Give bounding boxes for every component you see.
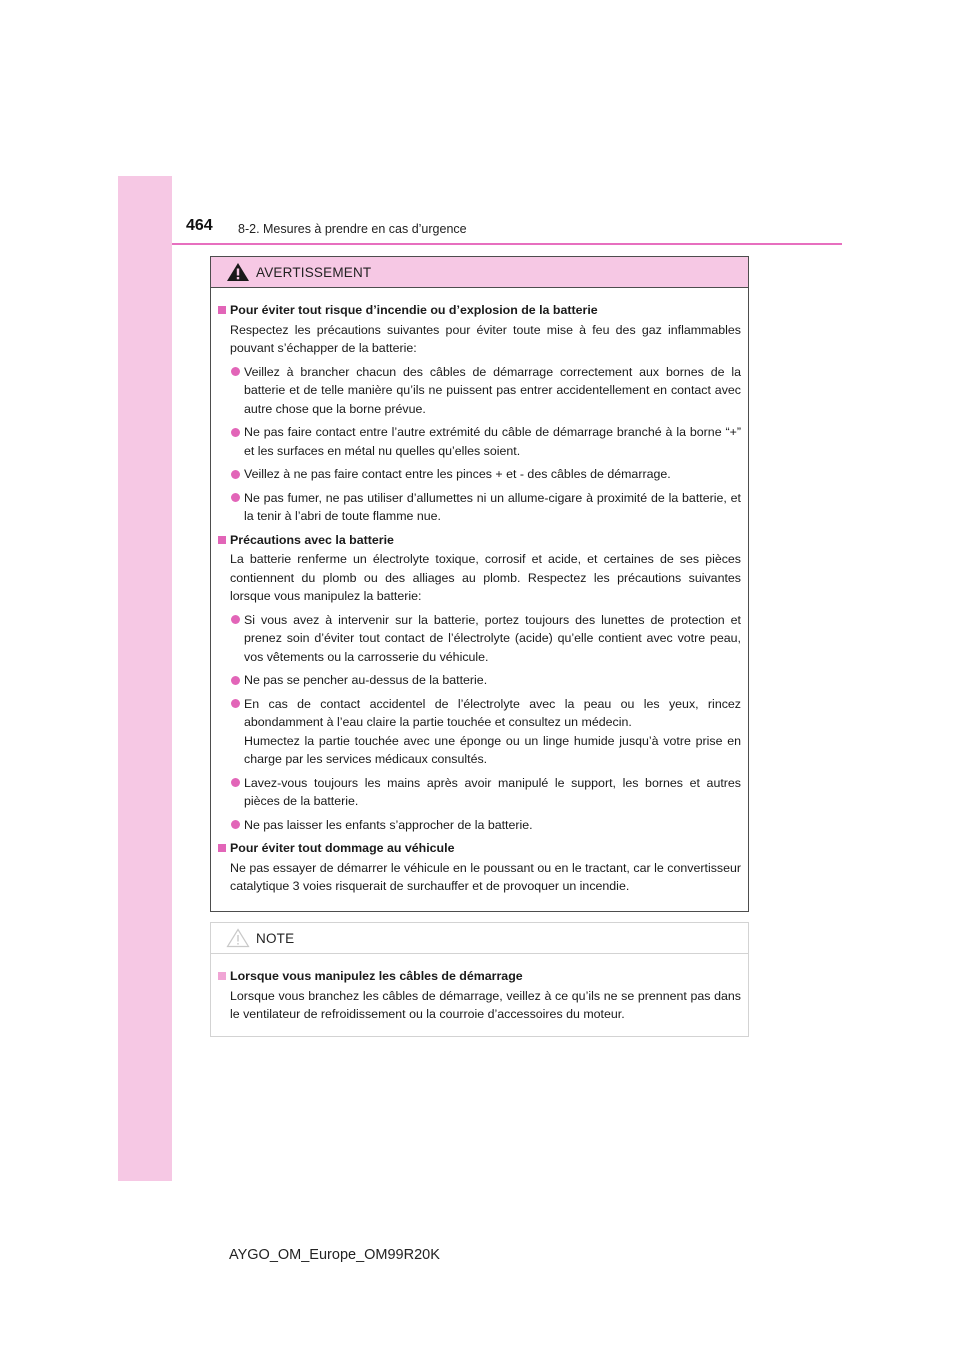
list-item: Lavez-vous toujours les mains après avoir manipulé le support, les bornes et autres pièces de la batterie. [218,774,741,811]
warning-header [211,257,748,288]
section-heading: Pour éviter tout dommage au véhicule [218,839,741,858]
square-bullet-icon [218,844,226,852]
bullet-dot-icon [231,615,240,624]
section-intro: Ne pas essayer de démarrer le véhicule en le poussant ou en le tractant, car le convertisseur catalytique 3 voies risquerait de surchauffer et de provoquer un incendie. [230,860,741,893]
warning-triangle-icon [226,262,250,282]
section-intro: Respectez les précautions suivantes pour éviter toute mise à feu des gaz inflammables pouvant s’échapper de la batterie: [230,322,741,355]
section-heading: Précautions avec la batterie [218,531,741,550]
footer-code: AYGO_OM_Europe_OM99R20K [229,1247,440,1263]
square-bullet-icon [218,306,226,314]
note-box [210,922,749,1037]
note-label: NOTE [256,930,295,946]
header-rule [172,243,842,245]
bullet-dot-icon [231,699,240,708]
note-header [211,923,748,954]
list-item: Ne pas fumer, ne pas utiliser d’allumettes ni un allume-cigare à proximité de la batterie, et la tenir à l’abri de toute flamme nue. [218,489,741,526]
bullet-dot-icon [231,367,240,376]
list-item: Ne pas faire contact entre l’autre extrémité du câble de démarrage branché à la borne “+” et les surfaces en métal nu quelles qu’elles soient. [218,423,741,460]
list-item: En cas de contact accidentel de l’électrolyte avec la peau ou les yeux, rincez abondamment à l’eau claire la partie touchée et consultez un médecin. Humectez la partie touchée avec une éponge ou un linge humide jusqu’à votre prise en charge par les services médicaux consultés. [218,695,741,769]
bullet-dot-icon [231,820,240,829]
page-number: 464 [186,217,213,234]
bullet-dot-icon [231,778,240,787]
section-heading: Lorsque vous manipulez les câbles de démarrage [218,967,741,986]
note-body [211,954,748,1024]
caution-triangle-outline-icon [226,928,250,948]
list-item: Si vous avez à intervenir sur la batterie, portez toujours des lunettes de protection et prenez soin d’éviter tout contact de l’électrolyte (acide) qu’elle contient avec votre peau, vos vêtements ou la carrosserie du véhicule. [218,611,741,667]
bullet-dot-icon [231,493,240,502]
note-text: Lorsque vous branchez les câbles de démarrage, veillez à ce qu’ils ne se prennent pas dans le ventilateur de refroidissement ou la courroie d’accessoires du moteur. [230,988,741,1021]
list-item: Veillez à ne pas faire contact entre les pinces + et - des câbles de démarrage. [218,465,741,484]
section-intro: La batterie renferme un électrolyte toxique, corrosif et acide, et certaines de ses pièces contiennent du plomb ou des alliages au plomb. Respectez les précautions suivantes lorsque vous manipulez la batterie: [230,552,741,603]
section-title: 8-2. Mesures à prendre en cas d’urgence [238,222,467,236]
bullet-dot-icon [231,676,240,685]
warning-label: AVERTISSEMENT [256,264,372,280]
list-item: Ne pas laisser les enfants s’approcher de la batterie. [218,816,741,835]
square-bullet-icon [218,972,226,980]
square-bullet-icon [218,536,226,544]
list-item: Ne pas se pencher au-dessus de la batterie. [218,671,741,690]
bullet-dot-icon [231,470,240,479]
warning-box [210,256,749,912]
section-heading: Pour éviter tout risque d’incendie ou d’explosion de la batterie [218,301,741,320]
bullet-dot-icon [231,428,240,437]
list-item: Veillez à brancher chacun des câbles de démarrage correctement aux bornes de la batterie et de telle manière qu’ils ne puissent pas entrer accidentellement en contact avec autre chose que la borne prévue. [218,363,741,419]
warning-body [211,288,748,896]
side-color-strip [118,176,172,1181]
